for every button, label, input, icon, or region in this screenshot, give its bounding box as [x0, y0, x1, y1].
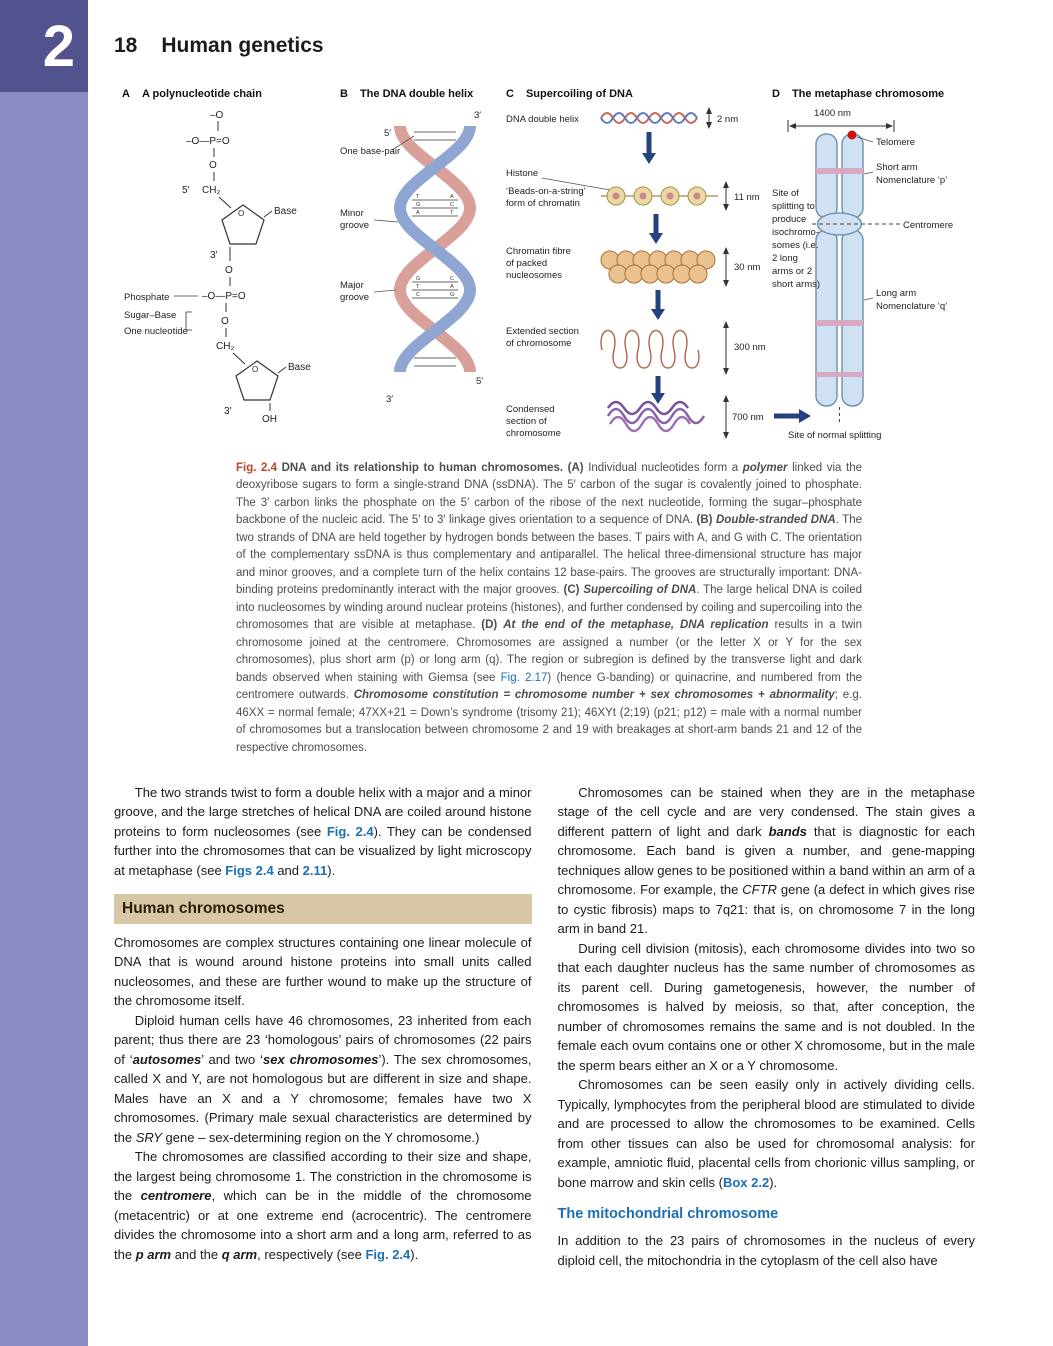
- panel-letter: D: [772, 88, 780, 100]
- down-arrow-2: [649, 214, 663, 244]
- text-segment: (B): [696, 514, 713, 527]
- text-segment: (D): [481, 619, 498, 632]
- split-site-line: Site of: [772, 188, 799, 199]
- split-site-line: splitting to: [772, 201, 815, 212]
- label-long-arm-2: Nomenclature ‘q’: [876, 301, 948, 312]
- base-letter: C: [450, 202, 454, 208]
- panel-title: Supercoiling of DNA: [525, 88, 633, 100]
- label-beads-2: form of chromatin: [506, 198, 580, 209]
- text-segment: bands: [768, 823, 807, 839]
- label-extended-section-2: of chromosome: [506, 338, 572, 349]
- text-segment: ).: [769, 1174, 778, 1190]
- text-segment: ’ and two ‘: [201, 1051, 264, 1067]
- text-segment: centromere: [140, 1188, 212, 1204]
- chem-5-prime: 5′: [182, 185, 190, 196]
- chem-o-top: –O: [210, 110, 224, 121]
- label-extended-section: Extended section: [506, 326, 579, 337]
- label-phosphate: Phosphate: [124, 292, 170, 303]
- condensed-drawing: [608, 402, 704, 431]
- base-letter: G: [416, 276, 421, 282]
- label-site-of-normal-splitting: Site of normal splitting: [788, 430, 882, 441]
- chem-ring-o-1: O: [238, 209, 245, 218]
- loops-drawing: [601, 331, 699, 369]
- text-segment: linked via the deoxyribose sugars to form a single-strand DNA (ssDNA). The 5′ carbon of the sugar is covalently joined to phosphate. The 3′ carbon links the phosphate on the 5′ carbon of the ribose of the next nucleotide, forming the sugar–phosphate backbone of the nucleic acid. The 5′ to 3′ linkage gives orientation to a sequence of DNA.: [236, 462, 863, 527]
- size-bracket-700nm: [723, 395, 729, 439]
- chapter-title: Human genetics: [161, 34, 324, 57]
- paragraph: During cell division (mitosis), each chromosome divides into two so that each daughter nucleus has the same number of chromosomes as its parent cell. During gametogenesis, however, the number of chromosomes is halved by meiosis, so that, after conception, the number of chromosomes remains the same and is not doubled. In the female each ovum contains one or other X chromosome, but in the male the sperm bears either an X or a Y chromosome.: [557, 940, 975, 1073]
- paragraph: [558, 783, 976, 939]
- label-short-arm-2: Nomenclature ‘p’: [876, 175, 948, 186]
- base-letter: T: [450, 210, 454, 216]
- label-condensed-section: Condensed: [506, 404, 555, 415]
- text-segment: The two strands twist to form a double helix with a major and a minor groove, and the large stretches of helical DNA are coiled around histone proteins to form nucleosomes (see: [114, 784, 532, 839]
- text-segment: gene (a defect in which gives rise to cystic fibrosis) maps to 7q21: that is, on chromosome 7 in the long arm in band 21.: [557, 882, 975, 937]
- text-segment: Supercoiling of DNA: [583, 584, 697, 597]
- label-1400nm: 1400 nm: [814, 108, 851, 119]
- size-label-700nm: 700 nm: [732, 412, 764, 423]
- polynucleotide-diagram: [122, 104, 340, 426]
- chem-ch2-a: CH₂: [202, 185, 221, 196]
- panel-title: The DNA double helix: [359, 88, 474, 100]
- chem-phosphate-1: –O—P=O: [186, 136, 230, 147]
- chem-o-2: O: [225, 265, 233, 276]
- text-segment: SRY: [135, 1129, 162, 1145]
- size-bracket-30nm: [723, 247, 729, 287]
- base-letter: G: [416, 202, 421, 208]
- down-arrow-4: [651, 376, 665, 404]
- label-one-base-pair: One base-pair: [340, 146, 401, 157]
- label-long-arm: Long arm: [876, 288, 917, 299]
- beads-drawing: [601, 187, 718, 205]
- text-segment: At the end of the metaphase, DNA replication: [503, 619, 769, 632]
- label-3-prime-bottom: 3′: [386, 394, 394, 405]
- chem-3-prime-2: 3′: [224, 406, 232, 417]
- label-major-groove: Major: [340, 280, 364, 291]
- fibre-drawing: [601, 251, 715, 283]
- chem-3-prime-1: 3′: [210, 250, 218, 261]
- size-bracket-300nm: [723, 321, 729, 375]
- page-number: 18: [114, 34, 138, 57]
- double-helix-strands: [400, 126, 470, 372]
- label-dna-double-helix: DNA double helix: [506, 114, 579, 125]
- label-one-nucleotide: One nucleotide: [124, 326, 188, 337]
- text-segment: ’). The sex chromosomes, called X and Y, are not homologous but are different in size and shape. Males have an X and a Y chromosome; females have two X chromosomes. (Primary male sexual characteristics are determined by the: [114, 1051, 532, 1145]
- split-site-line: arms or 2: [772, 266, 813, 277]
- page-header: [114, 34, 975, 58]
- supercoiling-diagram: [506, 104, 819, 444]
- panel-letter: B: [340, 88, 348, 100]
- paragraph: Chromosomes are complex structures containing one linear molecule of DNA that is wound around histone proteins into small units called nucleosomes, and these are further wound to make up the structure of the chromosome itself.: [114, 934, 532, 1009]
- size-label-300nm: 300 nm: [734, 342, 766, 353]
- base-letter: T: [416, 284, 420, 290]
- double-helix-diagram: [340, 104, 510, 416]
- label-histone: Histone: [506, 168, 539, 179]
- split-site-line: 2 long: [772, 253, 798, 264]
- label-chromatin-fibre: Chromatin fibre: [506, 246, 571, 257]
- text-segment: . The large helical DNA is coiled into nucleosomes by winding around nuclear proteins (histones), and further condensed by coiling and supercoiling into the chromosomes that are visible at metaphase.: [236, 584, 863, 632]
- figure-2-4: [114, 88, 975, 448]
- paragraph: [114, 783, 532, 881]
- label-5-prime-top: 5′: [384, 128, 392, 139]
- chem-base-2: Base: [288, 362, 311, 373]
- telomere-dot: [848, 131, 857, 140]
- base-letter: A: [450, 284, 454, 290]
- text-segment: ). They can be condensed further into the chromosomes that can be visualized by light microscopy at metaphase (see: [114, 823, 532, 878]
- text-segment: that is diagnostic for each chromosome. Each band is given a number, and gene-mapping techniques allow genes to be positioned within a band within an arm of a chromosome. For example, the: [557, 823, 976, 898]
- subheading-mitochondrial-chromosome: The mitochondrial chromosome: [557, 1206, 779, 1223]
- text-segment: ).: [327, 862, 336, 878]
- paragraph: [114, 1011, 532, 1148]
- split-site-line: isochromo-: [772, 227, 819, 238]
- width-arrow: [788, 120, 894, 132]
- text-segment: (C): [563, 584, 580, 597]
- chem-ring-o-2: O: [252, 365, 259, 374]
- helix-strip: [601, 113, 697, 123]
- size-bracket-11nm: [723, 181, 729, 211]
- panel-a-heading: [122, 88, 340, 100]
- cross-reference-link[interactable]: Figs 2.4: [225, 862, 274, 878]
- left-column: [114, 783, 532, 1270]
- paragraph: [558, 1075, 976, 1192]
- text-segment: p arm: [135, 1246, 172, 1262]
- text-segment: , respectively (see: [257, 1246, 366, 1262]
- figure-panel-a: [122, 88, 340, 426]
- text-segment: results in a twin chromosome joined at the centromere. Chromosomes are assigned a number (or the letter X or Y for the sex chromosomes), plus short arm (p) or long arm (q). The region or subregion is defined by the transverse light and dark bands observed when staining with Giemsa (see: [236, 619, 863, 684]
- down-arrow-3: [651, 290, 665, 320]
- chem-o-3: O: [221, 316, 229, 327]
- size-label-30nm: 30 nm: [734, 262, 761, 273]
- chromatids: [816, 134, 863, 406]
- label-chromatin-fibre-3: nucleosomes: [506, 270, 562, 281]
- panel-title: A polynucleotide chain: [141, 88, 262, 100]
- chapter-sidebar: [0, 0, 88, 1346]
- text-segment: Chromosomes can be seen easily only in actively dividing cells. Typically, lymphocytes from the peripheral blood are stimulated to divide and are processed to allow the chromosomes to be examined. Cells from other tissues can also be used for chromosomal analysis: for example, amniotic fluid, placental cells from chorionic villus sampling, or bone marrow and skin cells (: [557, 1077, 975, 1190]
- text-segment: (A): [567, 462, 584, 474]
- text-segment: Chromosomes can be stained when they are in the metaphase stage of the cell cycle and are very condensed. The stain gives a different pattern of light and dark: [557, 784, 975, 839]
- panel-title: The metaphase chromosome: [791, 88, 945, 100]
- label-major-groove-2: groove: [340, 292, 370, 303]
- text-segment: , which can be in the middle of the chromosome (metacentric) or at one extreme end (acrocentric). The centromere divides the chromosome into a short arm and a long arm, referred to as the: [114, 1188, 532, 1262]
- panel-letter: C: [506, 88, 514, 100]
- label-3-prime-top: 3′: [474, 110, 482, 121]
- label-centromere: Centromere: [903, 220, 954, 231]
- text-segment: gene – sex-determining region on the Y chromosome.): [161, 1129, 480, 1145]
- chem-phosphate-2: –O—P=O: [202, 291, 246, 302]
- cross-reference-link[interactable]: Fig. 2.17: [500, 671, 548, 684]
- body-columns: [114, 783, 975, 1270]
- text-segment: q arm: [221, 1246, 258, 1262]
- text-segment: and the: [171, 1246, 222, 1262]
- text-segment: Diploid human cells have 46 chromosomes, 23 inherited from each parent; thus there are 23 ‘homologous’ pairs of chromosomes (22 pairs of ‘: [114, 1012, 532, 1067]
- base-letter: C: [450, 276, 454, 282]
- base-letter: T: [416, 194, 420, 200]
- chem-oh: OH: [262, 414, 277, 425]
- base-letter: A: [416, 210, 420, 216]
- label-minor-groove-2: groove: [340, 220, 370, 231]
- text-segment: DNA and its relationship to human chromosomes.: [277, 462, 568, 474]
- cross-reference-link[interactable]: Box 2.2: [722, 1174, 770, 1190]
- cross-reference-link[interactable]: 2.11: [302, 862, 328, 878]
- chem-o-1: O: [209, 160, 217, 171]
- metaphase-chromosome-diagram: [772, 104, 1022, 444]
- paragraph: In addition to the 23 pairs of chromosomes in the nucleus of every diploid cell, the mitochondria in the cytoplasm of the cell also have: [557, 1233, 975, 1268]
- label-sugar-base: Sugar–Base: [124, 310, 177, 321]
- base-letter: A: [450, 194, 454, 200]
- chem-ch2-b: CH₂: [216, 341, 235, 352]
- panel-b-heading: [340, 88, 510, 100]
- cross-reference-link[interactable]: Fig. 2.4: [365, 1246, 411, 1262]
- text-segment: autosomes: [132, 1051, 202, 1067]
- label-short-arm: Short arm: [876, 162, 918, 173]
- chem-base-1: Base: [274, 206, 297, 217]
- split-site-line: short arms): [772, 279, 821, 290]
- down-arrow-1: [642, 132, 656, 164]
- label-beads: ‘Beads-on-a-string’: [506, 186, 586, 197]
- text-segment: Fig. 2.4: [236, 462, 278, 474]
- label-chromatin-fibre-2: of packed: [506, 258, 548, 269]
- label-telomere: Telomere: [876, 137, 916, 148]
- label-condensed-section-2: section of: [506, 416, 547, 427]
- size-bracket-2nm: [706, 107, 712, 129]
- text-segment: CFTR: [742, 882, 777, 898]
- text-segment: Double-stranded DNA: [715, 514, 836, 527]
- size-label-11nm: 11 nm: [734, 192, 760, 203]
- chapter-number: 2: [42, 13, 75, 79]
- paragraph: [114, 1147, 532, 1264]
- panel-d-heading: [772, 88, 1022, 100]
- base-letter: G: [450, 292, 455, 298]
- text-segment: . The two strands of DNA are held together by hydrogen bonds between the bases. T pairs with A, and G with C. The orientation of the complementary ssDNA is thus complementary and antiparallel. The helical three-dimensional structure has major and minor grooves, and a complete turn of the helix contains 12 base-pairs. The grooves are structurally important: DNA-binding proteins predominantly interact with the major grooves.: [236, 514, 862, 597]
- panel-letter: A: [122, 88, 130, 100]
- right-column: [558, 783, 976, 1270]
- label-5-prime-bottom: 5′: [476, 376, 484, 387]
- page-content: [88, 0, 1053, 1270]
- label-minor-groove: Minor: [340, 208, 364, 219]
- text-segment: ).: [410, 1246, 419, 1262]
- split-site-line: produce: [772, 214, 807, 225]
- figure-panel-c: [506, 88, 819, 444]
- figure-panel-d: [772, 88, 1022, 444]
- text-segment: Chromosome constitution = chromosome number + sex chromosomes + abnormality: [353, 689, 835, 702]
- text-segment: ) (hence G-banding) or quinacrine, and numbered from the centromere outwards.: [236, 671, 862, 702]
- label-isochromosome-split: [772, 188, 820, 290]
- split-site-line: somes (i.e.: [772, 240, 819, 251]
- section-heading-human-chromosomes: Human chromosomes: [114, 894, 532, 923]
- figure-caption: [236, 460, 862, 757]
- cross-reference-link[interactable]: Fig. 2.4: [326, 823, 374, 839]
- figure-panel-b: [340, 88, 510, 416]
- size-label-2nm: 2 nm: [717, 114, 739, 125]
- text-segment: The chromosomes are classified according to their size and shape, the largest being chromosome 1. The constriction in the chromosome is the: [114, 1149, 532, 1204]
- text-segment: ; e.g. 46XX = normal female; 47XX+21 = Down’s syndrome (trisomy 21); 46XYt (2;19) (p21; p12) = male with a normal number of chromosomes but a translocation between chromosome 2 and 19 with breakages at short-arm bands 21 and 12 of the respective chromosomes.: [236, 689, 862, 754]
- text-segment: sex chromosomes: [263, 1051, 379, 1067]
- base-letter: C: [416, 292, 420, 298]
- text-segment: Individual nucleotides form a: [583, 462, 743, 474]
- text-segment: and: [273, 862, 303, 878]
- text-segment: polymer: [742, 462, 788, 474]
- label-condensed-section-3: chromosome: [506, 428, 561, 439]
- chapter-number-tab: [0, 0, 88, 92]
- panel-c-heading: [506, 88, 816, 100]
